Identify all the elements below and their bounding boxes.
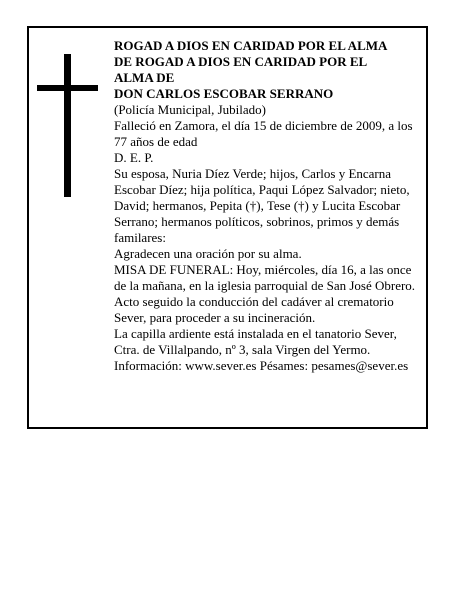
cross-icon [37,54,98,197]
cross-vertical-bar [64,54,71,197]
heading-line-3: ALMA DE [114,70,175,85]
family-members: Su esposa, Nuria Díez Verde; hijos, Carlos y Encarna Escobar Díez; hija política, Paqui López Salvador; nieto, David; hermanos, Pepita (†), Tese (†) y Lucita Escobar Serrano; hermanos políticos, sobrinos, primos y demás familares: [114,166,410,245]
heading-line-1: ROGAD A DIOS EN CARIDAD POR EL ALMA [114,38,388,53]
thanks-line: Agradecen una oración por su alma. [114,246,302,261]
deceased-name: DON CARLOS ESCOBAR SERRANO [114,86,334,101]
death-details: Falleció en Zamora, el día 15 de diciembre de 2009, a los 77 años de edad [114,118,413,149]
heading-line-2: DE ROGAD A DIOS EN CARIDAD POR EL [114,54,368,69]
obituary-text [114,38,419,374]
cross-horizontal-bar [37,85,98,91]
deceased-profession: (Policía Municipal, Jubilado) [114,102,267,117]
contact-info: Información: www.sever.es Pésames: pesames@sever.es [114,358,409,373]
funeral-chapel: La capilla ardiente está instalada en el tanatorio Sever, Ctra. de Villalpando, nº 3, sala Virgen del Yermo. [114,326,397,357]
rest-in-peace: D. E. P. [114,150,154,165]
funeral-mass: MISA DE FUNERAL: Hoy, miércoles, día 16, a las once de la mañana, en la iglesia parroquial de San José Obrero. Acto seguido la conducción del cadáver al crematorio Sever, para proceder a su incineración. [114,262,416,325]
